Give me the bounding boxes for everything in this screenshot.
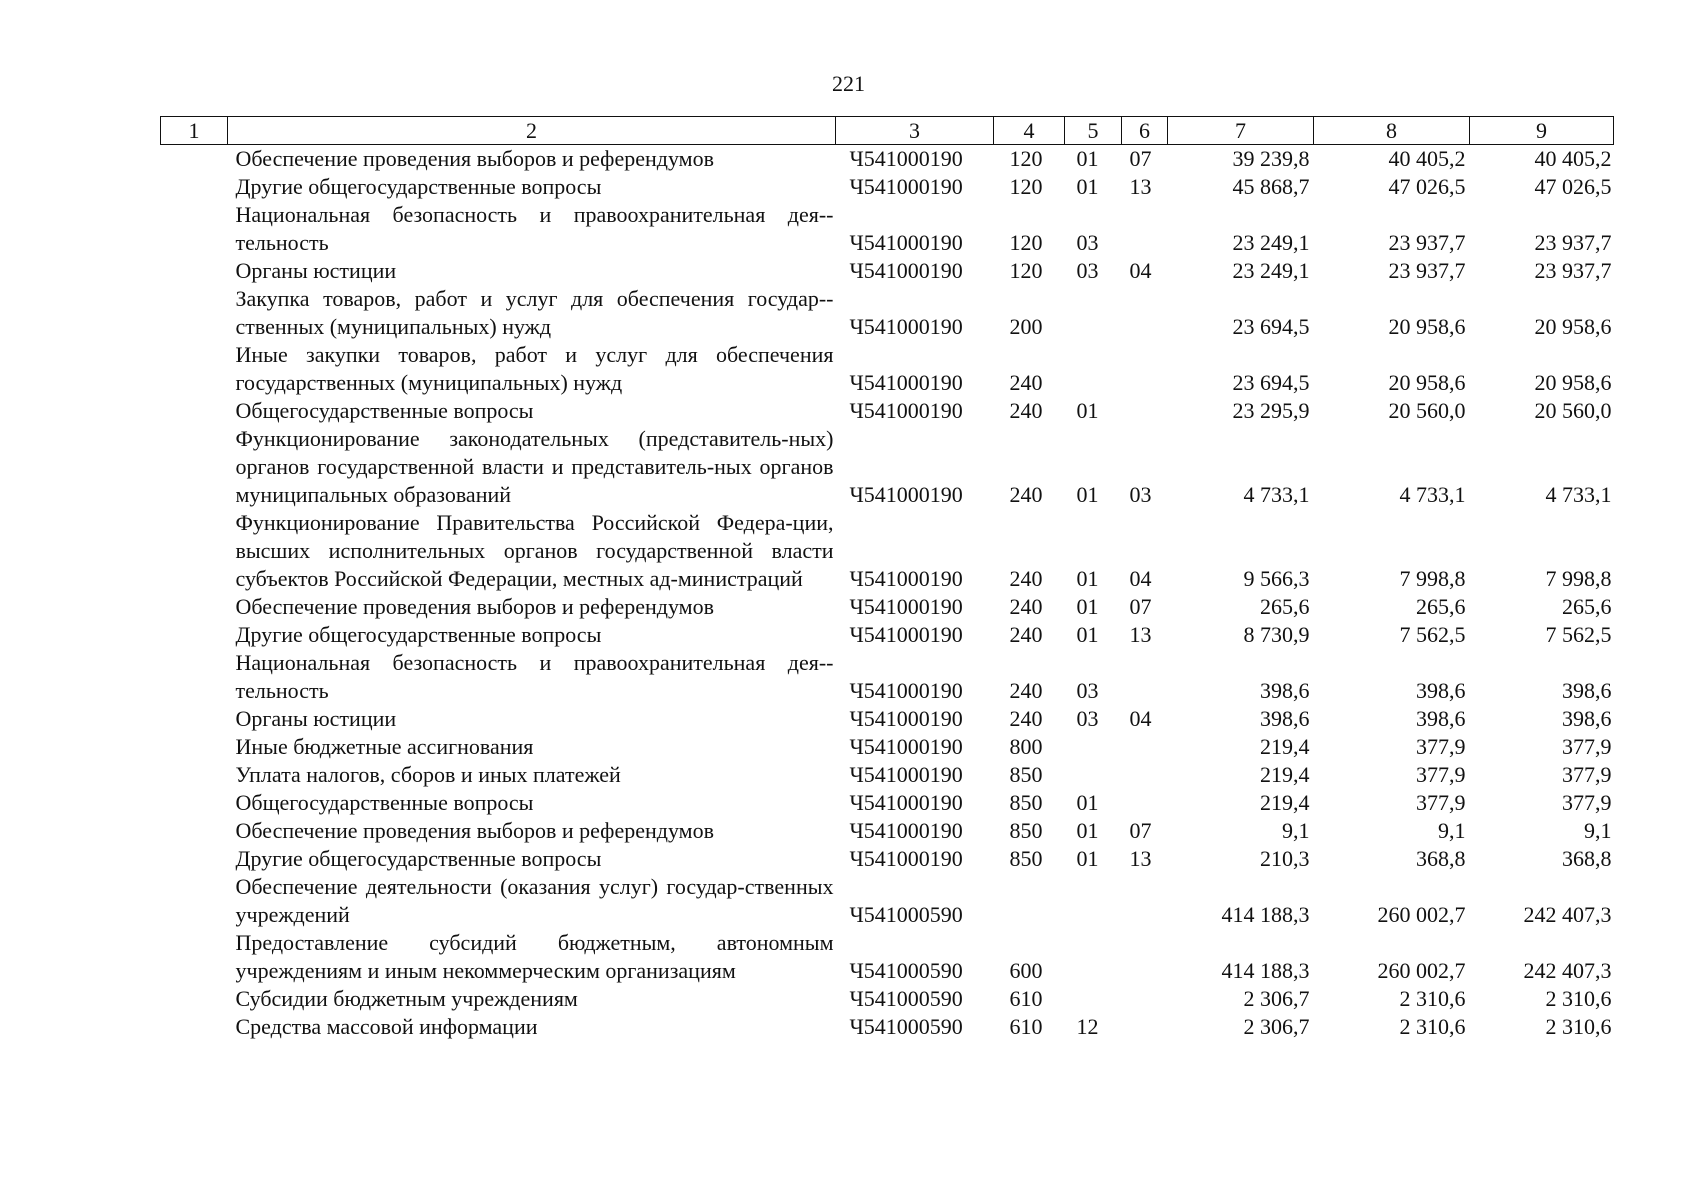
cell-amount-col-9: 242 407,3 xyxy=(1523,958,1612,983)
cell-subsection xyxy=(1122,789,1168,817)
cell-col-1 xyxy=(161,985,228,1013)
cell-amount-col-7: 8 730,9 xyxy=(1243,622,1310,647)
cell-subsection: 04 xyxy=(1129,706,1152,731)
cell-col-1 xyxy=(161,1013,228,1041)
cell-subsection xyxy=(1122,733,1168,761)
cell-target-code: Ч541000190 xyxy=(849,482,963,507)
cell-expense-type xyxy=(994,873,1065,929)
cell-amount-col-8: 20 958,6 xyxy=(1388,314,1466,339)
cell-name: Обеспечение проведения выборов и референдумов xyxy=(235,594,714,619)
table-row xyxy=(161,705,1614,733)
cell-amount-col-7: 219,4 xyxy=(1260,734,1310,759)
cell-amount-col-8: 265,6 xyxy=(1416,594,1466,619)
table-row xyxy=(161,985,1614,1013)
header-col-1: 1 xyxy=(161,117,228,145)
cell-amount-col-7: 23 694,5 xyxy=(1232,314,1310,339)
table-row xyxy=(161,733,1614,761)
table-row xyxy=(161,1013,1614,1041)
cell-target-code: Ч541000190 xyxy=(849,846,963,871)
cell-amount-col-9: 242 407,3 xyxy=(1523,902,1612,927)
table-row xyxy=(161,173,1614,201)
cell-amount-col-9: 7 998,8 xyxy=(1545,566,1612,591)
cell-name: Другие общегосударственные вопросы xyxy=(235,622,602,647)
table-row xyxy=(161,285,1614,341)
cell-amount-col-7: 9,1 xyxy=(1282,818,1310,843)
cell-col-1 xyxy=(161,789,228,817)
cell-amount-col-9: 2 310,6 xyxy=(1545,1014,1612,1039)
cell-name: Другие общегосударственные вопросы xyxy=(235,846,602,871)
cell-expense-type: 240 xyxy=(1009,678,1043,703)
cell-col-1 xyxy=(161,173,228,201)
cell-name: Органы юстиции xyxy=(235,258,397,283)
cell-amount-col-9: 4 733,1 xyxy=(1545,482,1612,507)
cell-amount-col-7: 219,4 xyxy=(1260,790,1310,815)
cell-section xyxy=(1065,929,1122,985)
cell-section: 01 xyxy=(1076,790,1099,815)
cell-amount-col-9: 265,6 xyxy=(1562,594,1612,619)
cell-amount-col-7: 23 694,5 xyxy=(1232,370,1310,395)
cell-name: Уплата налогов, сборов и иных платежей xyxy=(235,762,621,787)
cell-amount-col-7: 45 868,7 xyxy=(1232,174,1310,199)
cell-amount-col-9: 20 958,6 xyxy=(1534,370,1612,395)
cell-target-code: Ч541000190 xyxy=(849,594,963,619)
cell-name: Иные бюджетные ассигнования xyxy=(235,734,534,759)
cell-subsection: 13 xyxy=(1129,622,1152,647)
cell-name: Национальная безопасность и правоохранительная дея-тельность xyxy=(235,202,834,255)
cell-name: Субсидии бюджетным учреждениям xyxy=(235,986,578,1011)
cell-amount-col-8: 2 310,6 xyxy=(1399,986,1466,1011)
cell-name: Иные закупки товаров, работ и услуг для обеспечения государственных (муниципальных) нужд xyxy=(235,342,834,395)
cell-section: 01 xyxy=(1076,482,1099,507)
header-col-8: 8 xyxy=(1314,117,1470,145)
cell-section: 01 xyxy=(1076,398,1099,423)
cell-col-1 xyxy=(161,733,228,761)
cell-col-1 xyxy=(161,201,228,257)
cell-amount-col-9: 23 937,7 xyxy=(1534,258,1612,283)
cell-subsection xyxy=(1122,761,1168,789)
cell-target-code: Ч541000190 xyxy=(849,314,963,339)
cell-section xyxy=(1065,285,1122,341)
cell-target-code: Ч541000190 xyxy=(849,734,963,759)
cell-target-code: Ч541000190 xyxy=(849,762,963,787)
cell-subsection: 04 xyxy=(1129,258,1152,283)
cell-target-code: Ч541000190 xyxy=(849,258,963,283)
cell-target-code: Ч541000190 xyxy=(849,678,963,703)
cell-amount-col-9: 398,6 xyxy=(1562,678,1612,703)
cell-target-code: Ч541000190 xyxy=(849,174,963,199)
cell-name: Общегосударственные вопросы xyxy=(235,398,534,423)
cell-subsection: 07 xyxy=(1129,818,1152,843)
table-row xyxy=(161,817,1614,845)
cell-section: 01 xyxy=(1076,594,1099,619)
table-row xyxy=(161,425,1614,509)
cell-amount-col-8: 260 002,7 xyxy=(1377,902,1466,927)
cell-section: 01 xyxy=(1076,818,1099,843)
cell-amount-col-7: 219,4 xyxy=(1260,762,1310,787)
cell-amount-col-8: 398,6 xyxy=(1416,678,1466,703)
cell-amount-col-7: 39 239,8 xyxy=(1232,146,1310,171)
table-row xyxy=(161,145,1614,174)
cell-section: 12 xyxy=(1076,1014,1099,1039)
cell-amount-col-9: 7 562,5 xyxy=(1545,622,1612,647)
cell-amount-col-8: 377,9 xyxy=(1416,790,1466,815)
cell-expense-type: 610 xyxy=(1009,1014,1043,1039)
cell-subsection xyxy=(1122,1013,1168,1041)
cell-subsection: 13 xyxy=(1129,174,1152,199)
cell-expense-type: 600 xyxy=(1009,958,1043,983)
table-header xyxy=(161,117,1614,145)
header-col-4: 4 xyxy=(994,117,1065,145)
cell-amount-col-7: 398,6 xyxy=(1260,706,1310,731)
cell-expense-type: 850 xyxy=(1009,818,1043,843)
table-row xyxy=(161,341,1614,397)
cell-col-1 xyxy=(161,649,228,705)
cell-subsection: 03 xyxy=(1129,482,1152,507)
table-row xyxy=(161,397,1614,425)
cell-amount-col-8: 377,9 xyxy=(1416,762,1466,787)
cell-amount-col-9: 40 405,2 xyxy=(1534,146,1612,171)
cell-subsection xyxy=(1122,285,1168,341)
cell-section: 01 xyxy=(1076,146,1099,171)
cell-expense-type: 240 xyxy=(1009,594,1043,619)
cell-target-code: Ч541000590 xyxy=(849,902,963,927)
table-row xyxy=(161,873,1614,929)
cell-amount-col-7: 414 188,3 xyxy=(1221,958,1310,983)
cell-section: 01 xyxy=(1076,174,1099,199)
cell-section xyxy=(1065,341,1122,397)
cell-amount-col-8: 9,1 xyxy=(1438,818,1466,843)
cell-subsection: 04 xyxy=(1129,566,1152,591)
cell-amount-col-8: 398,6 xyxy=(1416,706,1466,731)
cell-amount-col-9: 377,9 xyxy=(1562,790,1612,815)
cell-expense-type: 200 xyxy=(1009,314,1043,339)
cell-target-code: Ч541000190 xyxy=(849,790,963,815)
cell-section: 01 xyxy=(1076,622,1099,647)
cell-col-1 xyxy=(161,593,228,621)
cell-amount-col-8: 377,9 xyxy=(1416,734,1466,759)
cell-section: 03 xyxy=(1076,678,1099,703)
cell-amount-col-8: 47 026,5 xyxy=(1388,174,1466,199)
cell-name: Предоставление субсидий бюджетным, автономным учреждениям и иным некоммерческим организациям xyxy=(235,930,834,983)
cell-amount-col-8: 4 733,1 xyxy=(1399,482,1466,507)
header-row xyxy=(161,117,1614,145)
cell-col-1 xyxy=(161,845,228,873)
cell-col-1 xyxy=(161,285,228,341)
cell-amount-col-7: 414 188,3 xyxy=(1221,902,1310,927)
table-row xyxy=(161,621,1614,649)
header-col-6: 6 xyxy=(1122,117,1168,145)
cell-name: Обеспечение деятельности (оказания услуг) государ-ственных учреждений xyxy=(235,874,834,927)
cell-amount-col-9: 377,9 xyxy=(1562,734,1612,759)
cell-name: Органы юстиции xyxy=(235,706,397,731)
header-col-3: 3 xyxy=(836,117,994,145)
cell-amount-col-8: 20 560,0 xyxy=(1388,398,1466,423)
cell-name: Общегосударственные вопросы xyxy=(235,790,534,815)
table-row xyxy=(161,593,1614,621)
cell-amount-col-7: 23 249,1 xyxy=(1232,230,1310,255)
cell-section xyxy=(1065,761,1122,789)
page-number: 221 xyxy=(832,71,865,96)
cell-section: 03 xyxy=(1076,230,1099,255)
cell-amount-col-9: 20 560,0 xyxy=(1534,398,1612,423)
cell-col-1 xyxy=(161,341,228,397)
cell-target-code: Ч541000590 xyxy=(849,1014,963,1039)
cell-name: Другие общегосударственные вопросы xyxy=(235,174,602,199)
table-row xyxy=(161,649,1614,705)
cell-col-1 xyxy=(161,873,228,929)
table-row xyxy=(161,789,1614,817)
header-col-9: 9 xyxy=(1470,117,1614,145)
cell-col-1 xyxy=(161,929,228,985)
cell-subsection xyxy=(1122,985,1168,1013)
cell-amount-col-9: 398,6 xyxy=(1562,706,1612,731)
cell-expense-type: 850 xyxy=(1009,790,1043,815)
cell-name: Национальная безопасность и правоохранительная дея-тельность xyxy=(235,650,834,703)
cell-col-1 xyxy=(161,425,228,509)
cell-col-1 xyxy=(161,705,228,733)
cell-amount-col-8: 20 958,6 xyxy=(1388,370,1466,395)
cell-target-code: Ч541000190 xyxy=(849,370,963,395)
cell-name: Функционирование законодательных (представитель-ных) органов государственной власти и представитель-ных органов муниципальных образований xyxy=(235,426,834,507)
cell-amount-col-8: 7 998,8 xyxy=(1399,566,1466,591)
cell-amount-col-8: 260 002,7 xyxy=(1377,958,1466,983)
cell-expense-type: 120 xyxy=(1009,230,1043,255)
cell-target-code: Ч541000190 xyxy=(849,566,963,591)
cell-subsection: 13 xyxy=(1129,846,1152,871)
cell-amount-col-8: 23 937,7 xyxy=(1388,258,1466,283)
cell-amount-col-8: 23 937,7 xyxy=(1388,230,1466,255)
cell-amount-col-7: 2 306,7 xyxy=(1243,1014,1310,1039)
cell-section xyxy=(1065,985,1122,1013)
cell-amount-col-9: 377,9 xyxy=(1562,762,1612,787)
cell-subsection xyxy=(1122,649,1168,705)
cell-amount-col-9: 47 026,5 xyxy=(1534,174,1612,199)
cell-amount-col-9: 23 937,7 xyxy=(1534,230,1612,255)
cell-section: 03 xyxy=(1076,706,1099,731)
cell-amount-col-9: 9,1 xyxy=(1584,818,1612,843)
cell-col-1 xyxy=(161,817,228,845)
cell-col-1 xyxy=(161,145,228,174)
cell-col-1 xyxy=(161,621,228,649)
cell-target-code: Ч541000190 xyxy=(849,230,963,255)
cell-amount-col-7: 23 249,1 xyxy=(1232,258,1310,283)
cell-expense-type: 240 xyxy=(1009,706,1043,731)
cell-subsection xyxy=(1122,929,1168,985)
cell-col-1 xyxy=(161,761,228,789)
cell-name: Средства массовой информации xyxy=(235,1014,538,1039)
table-row xyxy=(161,201,1614,257)
cell-expense-type: 850 xyxy=(1009,762,1043,787)
cell-name: Закупка товаров, работ и услуг для обеспечения государ-ственных (муниципальных) нужд xyxy=(235,286,834,339)
cell-amount-col-7: 210,3 xyxy=(1260,846,1310,871)
cell-subsection: 07 xyxy=(1129,146,1152,171)
cell-target-code: Ч541000590 xyxy=(849,958,963,983)
cell-expense-type: 240 xyxy=(1009,566,1043,591)
cell-target-code: Ч541000190 xyxy=(849,146,963,171)
cell-target-code: Ч541000190 xyxy=(849,818,963,843)
cell-subsection xyxy=(1122,397,1168,425)
cell-target-code: Ч541000190 xyxy=(849,398,963,423)
cell-amount-col-9: 20 958,6 xyxy=(1534,314,1612,339)
header-col-2: 2 xyxy=(228,117,836,145)
cell-amount-col-7: 9 566,3 xyxy=(1243,566,1310,591)
cell-expense-type: 120 xyxy=(1009,174,1043,199)
table-row xyxy=(161,509,1614,593)
cell-expense-type: 240 xyxy=(1009,622,1043,647)
cell-name: Обеспечение проведения выборов и референдумов xyxy=(235,818,714,843)
cell-amount-col-8: 368,8 xyxy=(1416,846,1466,871)
cell-section: 01 xyxy=(1076,846,1099,871)
cell-subsection xyxy=(1122,341,1168,397)
cell-expense-type: 120 xyxy=(1009,146,1043,171)
cell-expense-type: 800 xyxy=(1009,734,1043,759)
cell-target-code: Ч541000190 xyxy=(849,622,963,647)
cell-name: Обеспечение проведения выборов и референдумов xyxy=(235,146,714,171)
header-col-5: 5 xyxy=(1065,117,1122,145)
table-row xyxy=(161,257,1614,285)
cell-amount-col-8: 2 310,6 xyxy=(1399,1014,1466,1039)
cell-expense-type: 120 xyxy=(1009,258,1043,283)
cell-expense-type: 240 xyxy=(1009,398,1043,423)
cell-subsection xyxy=(1122,201,1168,257)
cell-subsection xyxy=(1122,873,1168,929)
cell-amount-col-7: 23 295,9 xyxy=(1232,398,1310,423)
cell-expense-type: 610 xyxy=(1009,986,1043,1011)
header-col-7: 7 xyxy=(1168,117,1314,145)
cell-amount-col-7: 4 733,1 xyxy=(1243,482,1310,507)
cell-section: 01 xyxy=(1076,566,1099,591)
cell-section xyxy=(1065,873,1122,929)
cell-target-code: Ч541000590 xyxy=(849,986,963,1011)
cell-col-1 xyxy=(161,509,228,593)
cell-section: 03 xyxy=(1076,258,1099,283)
cell-amount-col-9: 368,8 xyxy=(1562,846,1612,871)
cell-expense-type: 240 xyxy=(1009,370,1043,395)
cell-col-1 xyxy=(161,257,228,285)
cell-name: Функционирование Правительства Российской Федера-ции, высших исполнительных органов государственной власти субъектов Российской Федерации, местных ад-министраций xyxy=(235,510,834,591)
cell-amount-col-9: 2 310,6 xyxy=(1545,986,1612,1011)
cell-amount-col-8: 40 405,2 xyxy=(1388,146,1466,171)
cell-col-1 xyxy=(161,397,228,425)
table-row xyxy=(161,845,1614,873)
cell-amount-col-7: 2 306,7 xyxy=(1243,986,1310,1011)
cell-amount-col-7: 265,6 xyxy=(1260,594,1310,619)
cell-amount-col-8: 7 562,5 xyxy=(1399,622,1466,647)
cell-subsection: 07 xyxy=(1129,594,1152,619)
cell-section xyxy=(1065,733,1122,761)
budget-table xyxy=(160,116,1614,1041)
table-body xyxy=(161,145,1614,1042)
table-row xyxy=(161,929,1614,985)
cell-expense-type: 240 xyxy=(1009,482,1043,507)
table-row xyxy=(161,761,1614,789)
cell-amount-col-7: 398,6 xyxy=(1260,678,1310,703)
cell-expense-type: 850 xyxy=(1009,846,1043,871)
cell-target-code: Ч541000190 xyxy=(849,706,963,731)
